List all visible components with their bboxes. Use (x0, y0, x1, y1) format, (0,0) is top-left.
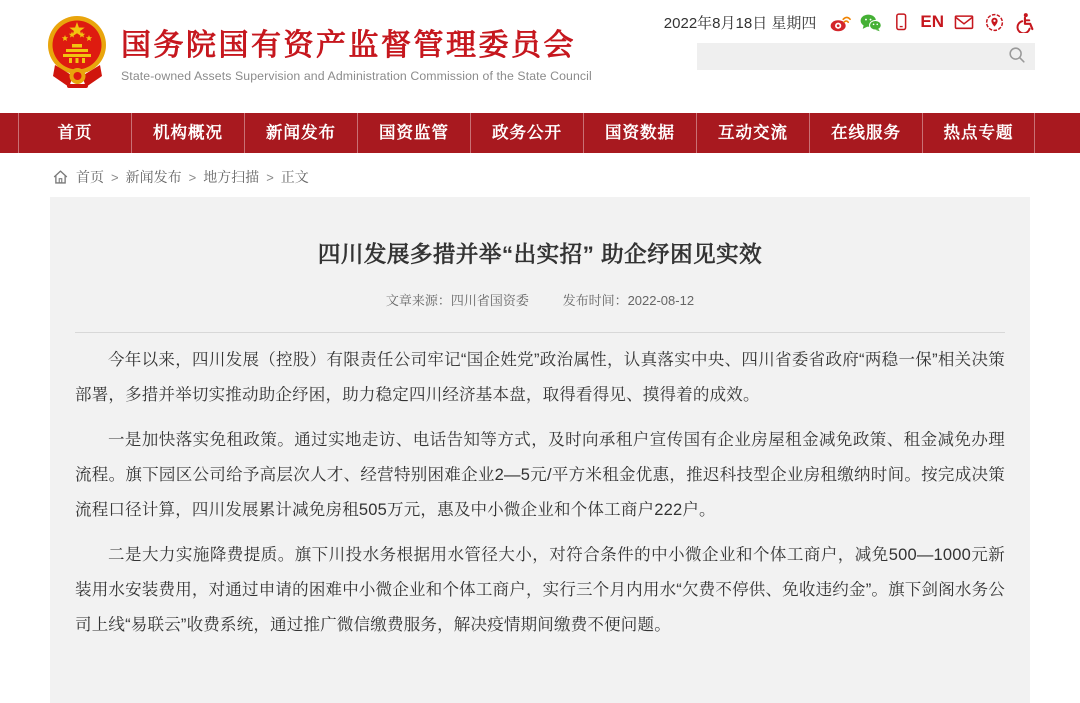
header-right (663, 10, 1035, 70)
article-paragraph-3: 二是大力实施降费提质。旗下川投水务根据用水管径大小，对符合条件的中小微企业和个体工商户，减免500—1000元新装用水安装费用，对通过申请的困难中小微企业和个体工商户，实行三个月内用水“欠费不停供、免收违约金”。旗下剑阁水务公司上线“易联云”收费系统，通过推广微信缴费服务，解决疫情期间缴费不便问题。 (75, 546, 1005, 634)
breadcrumb-local-scan[interactable]: 地方扫描 (203, 169, 260, 185)
article-panel (50, 197, 1030, 703)
language-toggle-en[interactable]: EN (920, 12, 944, 31)
home-icon (52, 169, 69, 185)
accessibility-icon[interactable] (1014, 11, 1035, 33)
mobile-icon[interactable] (891, 11, 911, 33)
breadcrumb-separator: > (111, 169, 119, 185)
article-publish-time: 发布时间：2022-08-12 (562, 293, 695, 308)
search-icon (1007, 45, 1027, 68)
current-date: 2022年8月18日 星期四 (663, 14, 817, 32)
utility-row (663, 10, 1035, 34)
nav-item-gov-affairs[interactable]: 政务公开 (470, 113, 583, 153)
national-emblem-logo (47, 10, 108, 100)
mail-icon[interactable] (953, 11, 975, 33)
nav-item-hot-topics[interactable]: 热点专题 (922, 113, 1035, 153)
breadcrumb-news[interactable]: 新闻发布 (125, 169, 182, 185)
article-meta (75, 290, 1005, 309)
weibo-icon[interactable] (829, 11, 851, 33)
location-icon[interactable] (984, 11, 1005, 33)
search-box (697, 43, 1035, 70)
site-logo-link[interactable] (47, 10, 592, 100)
nav-item-home[interactable]: 首页 (18, 113, 131, 153)
site-header (0, 0, 1080, 113)
org-name-cn: 国务院国有资产监督管理委员会 (121, 28, 576, 62)
breadcrumb-home[interactable]: 首页 (76, 169, 104, 185)
breadcrumb (52, 167, 1080, 187)
nav-item-data[interactable]: 国资数据 (583, 113, 696, 153)
main-nav (0, 113, 1080, 153)
article-source: 文章来源：四川省国资委 (385, 293, 529, 308)
nav-item-online-service[interactable]: 在线服务 (809, 113, 922, 153)
article-divider (75, 332, 1005, 333)
nav-item-interaction[interactable]: 互动交流 (696, 113, 809, 153)
search-input[interactable] (707, 43, 1007, 70)
article-paragraph-2: 一是加快落实免租政策。通过实地走访、电话告知等方式，及时向承租户宣传国有企业房屋租金减免政策、租金减免办理流程。旗下园区公司给予高层次人才、经营特别困难企业2—5元/平方米租金优惠，推迟科技型企业房租缴纳时间。按完成决策流程口径计算，四川发展累计减免房租505万元，惠及中小微企业和个体工商户222户。 (75, 431, 1005, 519)
breadcrumb-current-page: 正文 (280, 169, 309, 185)
brand-text (121, 28, 592, 83)
search-button[interactable] (1007, 45, 1027, 68)
nav-item-about[interactable]: 机构概况 (131, 113, 244, 153)
nav-item-supervision[interactable]: 国资监管 (357, 113, 470, 153)
nav-item-news[interactable]: 新闻发布 (244, 113, 357, 153)
wechat-icon[interactable] (860, 11, 882, 33)
article-paragraph-1: 今年以来，四川发展（控股）有限责任公司牢记“国企姓党”政治属性，认真落实中央、四川省委省政府“两稳一保”相关决策部署，多措并举切实推动助企纾困，助力稳定四川经济基本盘，取得看得见、摸得着的成效。 (75, 351, 1005, 404)
breadcrumb-separator: > (188, 169, 197, 185)
org-name-en: State-owned Assets Supervision and Administration Commission of the State Council (121, 68, 592, 83)
breadcrumb-separator: > (266, 169, 274, 185)
article-title: 四川发展多措并举“出实招” 助企纾困见实效 (317, 242, 763, 267)
